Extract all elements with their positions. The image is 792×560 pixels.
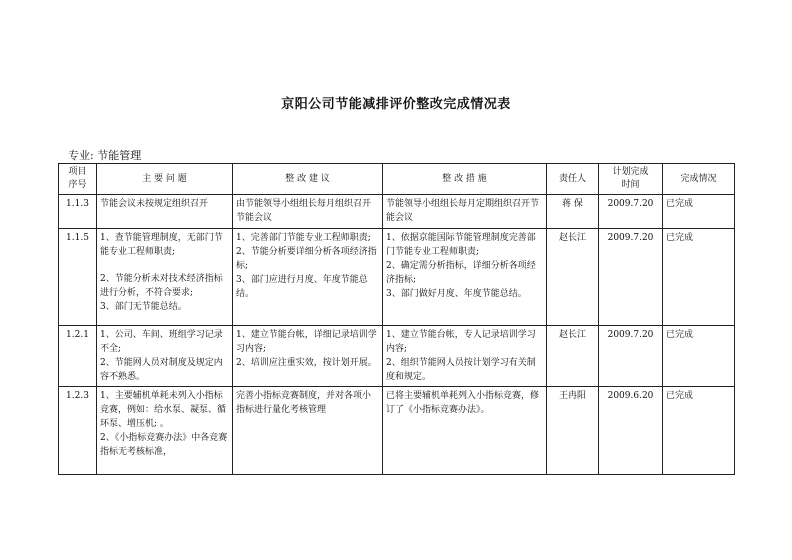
measures-cell [383, 229, 547, 326]
cell-line: 3、部门无节能总结。 [100, 302, 187, 312]
cell-line: 节能领导小组组长每月定期组织召开节能会议 [386, 199, 540, 223]
plan-date-cell: 2009.7.20 [599, 195, 663, 229]
cell-line: 2、培训应注重实效，按计划开展。 [236, 358, 377, 368]
specialty-line [68, 147, 141, 163]
cell-line: 1、公司、车间、班组学习记录不全; [100, 330, 223, 354]
header-suggestion: 整 改 建 议 [233, 164, 383, 195]
cell-line: 2、节能分析未对技术经济指标进行分析，不符合要求; [100, 274, 223, 298]
suggestion-cell [233, 195, 383, 229]
specialty-label: 专业: [68, 149, 94, 162]
cell-line: 完善小指标竞赛制度，并对各项小指标进行量化考核管理 [236, 391, 372, 415]
item-no-cell: 1.1.5 [59, 229, 97, 326]
suggestion-cell [233, 326, 383, 387]
responsible-cell: 蒋 保 [547, 195, 599, 229]
cell-line: 节能会议未按规定组织召开 [100, 199, 209, 209]
responsible-cell: 王冉阳 [547, 387, 599, 475]
suggestion-cell [233, 387, 383, 475]
cell-line: 由节能领导小组组长每月组织召开节能会议 [236, 199, 372, 223]
problem-cell [97, 229, 233, 326]
suggestion-cell [233, 229, 383, 326]
item-no-cell: 1.1.3 [59, 195, 97, 229]
header-plan-date: 计划完成 时间 [599, 164, 663, 195]
item-no-cell: 1.2.1 [59, 326, 97, 387]
measures-cell [383, 326, 547, 387]
status-cell: 已完成 [663, 387, 735, 475]
header-problem: 主 要 问 题 [97, 164, 233, 195]
plan-date-cell: 2009.6.20 [599, 387, 663, 475]
cell-line [100, 259, 229, 272]
cell-line: 1、主要辅机单耗未列入小指标竞赛，例如：给水泵、凝泵、循环泵、增压机; 。 [100, 391, 227, 429]
cell-line: 已将主要辅机单耗列入小指标竞赛，修订了《小指标竞赛办法》。 [386, 391, 540, 415]
cell-line: 3、部门做好月度、年度节能总结。 [386, 289, 527, 299]
cell-line: 1、依据京能国际节能管理制度完善部门节能专业工程师职责; [386, 233, 536, 257]
header-row [59, 164, 735, 195]
problem-cell [97, 326, 233, 387]
header-status: 完成情况 [663, 164, 735, 195]
cell-line: 2、组织节能网人员按计划学习有关制度和规定。 [386, 358, 536, 382]
header-item-no: 项目 序号 [59, 164, 97, 195]
table-row [59, 195, 735, 229]
item-no-cell: 1.2.3 [59, 387, 97, 475]
cell-line: 1、完善部门节能专业工程师职责; [236, 233, 371, 243]
table-row [59, 229, 735, 326]
cell-line: 2、节能分析要详细分析各项经济指标; [236, 247, 377, 271]
cell-line: 2、节能网人员对制度及规定内容不熟悉。 [100, 358, 223, 382]
header-responsible: 责任人 [547, 164, 599, 195]
measures-cell [383, 387, 547, 475]
plan-date-cell: 2009.7.20 [599, 326, 663, 387]
cell-line: 2、确定需分析指标，详细分析各项经济指标; [386, 261, 536, 285]
responsible-cell: 赵长江 [547, 229, 599, 326]
cell-line: 1、查节能管理制度，无部门节能专业工程师职责; [100, 233, 223, 257]
specialty-value: 节能管理 [97, 149, 142, 162]
status-cell: 已完成 [663, 326, 735, 387]
header-measures: 整 改 措 施 [383, 164, 547, 195]
plan-date-cell: 2009.7.20 [599, 229, 663, 326]
cell-line: 1、建立节能台帐，专人记录培训学习内容; [386, 330, 536, 354]
problem-cell [97, 195, 233, 229]
status-cell: 已完成 [663, 229, 735, 326]
cell-line: 2、《小指标竞赛办法》中各竞赛指标无考核标准， [100, 433, 228, 457]
document-title: 京阳公司节能减排评价整改完成情况表 [281, 97, 511, 112]
measures-cell [383, 195, 547, 229]
status-cell: 已完成 [663, 195, 735, 229]
rectification-table [58, 163, 735, 475]
problem-cell [97, 387, 233, 475]
table-row [59, 387, 735, 475]
cell-line: 3、部门应进行月度、年度节能总结。 [236, 275, 368, 299]
cell-line: 1、建立节能台帐，详细记录培训学习内容; [236, 330, 377, 354]
responsible-cell: 赵长江 [547, 326, 599, 387]
table-row [59, 326, 735, 387]
